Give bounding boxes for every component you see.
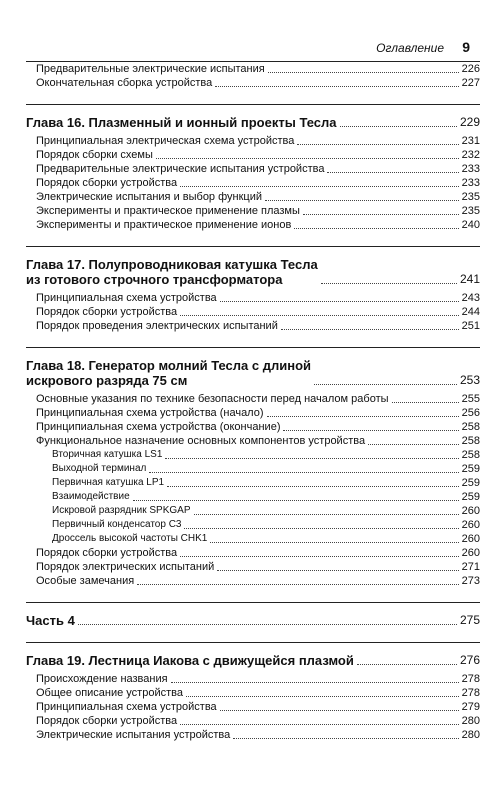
toc-row-title: Эксперименты и практическое применение ионов <box>36 219 292 231</box>
toc-chapter <box>26 602 480 628</box>
toc-row-title: Принципиальная схема устройства (начало) <box>36 407 264 419</box>
toc-row-title: Порядок электрических испытаний <box>36 561 215 573</box>
dot-leader <box>133 500 459 501</box>
chapter-heading <box>26 642 480 668</box>
dot-leader <box>180 724 459 725</box>
toc-row-title: Принципиальная электрическая схема устройства <box>36 135 295 147</box>
toc-row-title: Порядок сборки схемы <box>36 149 153 161</box>
toc-row-page: 251 <box>461 320 480 332</box>
toc-row-title: Вторичная катушка LS1 <box>52 449 163 460</box>
toc-row-title: Функциональное назначение основных компонентов устройства <box>36 435 366 447</box>
chapter-title <box>26 257 318 287</box>
toc-chapter <box>26 104 480 232</box>
toc-row <box>26 291 480 305</box>
dot-leader <box>167 486 459 487</box>
toc-row-title: Первичная катушка LP1 <box>52 477 165 488</box>
toc-row <box>26 420 480 434</box>
toc-row-page: 259 <box>461 477 480 489</box>
dot-leader <box>180 186 459 187</box>
toc-row-title: Первичный конденсатор C3 <box>52 519 182 530</box>
dot-leader <box>137 584 458 585</box>
toc-row <box>26 392 480 406</box>
chapter-title-line: искрового разряда 75 см <box>26 373 188 388</box>
toc-chapters <box>26 104 480 742</box>
chapter-page: 253 <box>459 373 480 387</box>
toc-row-title: Принципиальная схема устройства (окончание) <box>36 421 281 433</box>
toc-row-page: 260 <box>461 519 480 531</box>
dot-leader <box>180 556 459 557</box>
toc-row-page: 240 <box>461 219 480 231</box>
toc-row <box>26 319 480 333</box>
dot-leader <box>283 430 458 431</box>
toc-row <box>26 700 480 714</box>
dot-leader <box>171 682 459 683</box>
chapter-page: 229 <box>459 115 480 129</box>
toc-row-page: 226 <box>461 63 480 75</box>
dot-leader <box>156 158 459 159</box>
dot-leader <box>303 214 459 215</box>
dot-leader <box>217 570 458 571</box>
header-title: Оглавление <box>376 41 444 55</box>
toc-row-page: 231 <box>461 135 480 147</box>
dot-leader <box>186 696 459 697</box>
chapter-title <box>26 613 75 628</box>
dot-leader <box>215 86 458 87</box>
toc-row <box>26 434 480 448</box>
running-header <box>26 38 480 62</box>
toc-row-title: Принципиальная схема устройства <box>36 701 217 713</box>
toc-row-page: 260 <box>461 505 480 517</box>
toc-subrow <box>26 476 480 490</box>
dot-leader <box>194 514 459 515</box>
toc-row-title: Особые замечания <box>36 575 135 587</box>
toc-row-title: Предварительные электрические испытания устройства <box>36 163 325 175</box>
toc-subrow <box>26 518 480 532</box>
toc-subrow <box>26 462 480 476</box>
toc-row-page: 243 <box>461 292 480 304</box>
chapter-heading <box>26 246 480 287</box>
chapter-heading <box>26 347 480 388</box>
toc-row-page: 227 <box>461 77 480 89</box>
toc-row <box>26 672 480 686</box>
toc-row-page: 258 <box>461 421 480 433</box>
dot-leader <box>184 528 458 529</box>
toc-row-page: 280 <box>461 729 480 741</box>
dot-leader <box>210 542 458 543</box>
toc-row-title: Порядок проведения электрических испытаний <box>36 320 278 332</box>
toc-row-title: Электрические испытания устройства <box>36 729 231 741</box>
dot-leader <box>149 472 458 473</box>
dot-leader <box>392 402 459 403</box>
dot-leader <box>265 200 459 201</box>
dot-leader <box>78 624 457 625</box>
toc-chapter <box>26 347 480 588</box>
chapter-title-line: Глава 18. Генератор молний Тесла с длиной <box>26 358 312 373</box>
chapter-page: 276 <box>459 653 480 667</box>
chapter-title <box>26 653 354 668</box>
toc-subrow <box>26 504 480 518</box>
dot-leader <box>267 416 459 417</box>
dot-leader <box>180 315 459 316</box>
toc-row-page: 278 <box>461 673 480 685</box>
toc-row-page: 279 <box>461 701 480 713</box>
toc-row-page: 256 <box>461 407 480 419</box>
dot-leader <box>368 444 459 445</box>
chapter-title-line: Глава 16. Плазменный и ионный проекты Тесла <box>26 115 337 130</box>
toc-row <box>26 134 480 148</box>
toc-row <box>26 176 480 190</box>
toc-row-page: 258 <box>461 435 480 447</box>
toc-subrow <box>26 448 480 462</box>
chapter-title-line: Глава 19. Лестница Иакова с движущейся плазмой <box>26 653 354 668</box>
toc-row-page: 280 <box>461 715 480 727</box>
toc-row-title: Дроссель высокой частоты CHK1 <box>52 533 208 544</box>
toc-row-title: Выходной терминал <box>52 463 147 474</box>
toc-row-title: Электрические испытания и выбор функций <box>36 191 263 203</box>
toc-row-page: 271 <box>461 561 480 573</box>
toc-row-title: Эксперименты и практическое применение плазмы <box>36 205 300 217</box>
dot-leader <box>165 458 458 459</box>
toc-row-page: 273 <box>461 575 480 587</box>
toc-row-page: 260 <box>461 547 480 559</box>
toc-row-page: 233 <box>461 177 480 189</box>
table-of-contents <box>26 62 480 742</box>
toc-row-page: 259 <box>461 463 480 475</box>
toc-row <box>26 76 480 90</box>
toc-row-title: Общее описание устройства <box>36 687 183 699</box>
toc-row <box>26 728 480 742</box>
toc-row-title: Порядок сборки устройства <box>36 715 178 727</box>
toc-row-page: 232 <box>461 149 480 161</box>
toc-row-title: Порядок сборки устройства <box>36 306 178 318</box>
chapter-title-line: из готового строчного трансформатора <box>26 272 283 287</box>
chapter-heading <box>26 104 480 130</box>
toc-row <box>26 190 480 204</box>
toc-row <box>26 162 480 176</box>
chapter-title-line: Глава 17. Полупроводниковая катушка Тесла <box>26 257 318 272</box>
toc-row-title: Принципиальная схема устройства <box>36 292 217 304</box>
chapter-page: 241 <box>459 272 480 286</box>
dot-leader <box>220 301 459 302</box>
toc-row-page: 259 <box>461 491 480 503</box>
toc-row <box>26 574 480 588</box>
chapter-heading <box>26 602 480 628</box>
toc-row <box>26 62 480 76</box>
toc-row-page: 258 <box>461 449 480 461</box>
dot-leader <box>357 664 457 665</box>
toc-row-title: Происхождение названия <box>36 673 168 685</box>
dot-leader <box>294 228 458 229</box>
toc-row-title: Окончательная сборка устройства <box>36 77 213 89</box>
dot-leader <box>327 172 458 173</box>
dot-leader <box>281 329 459 330</box>
toc-row-title: Взаимодействие <box>52 491 130 502</box>
toc-row-title: Порядок сборки устройства <box>36 177 178 189</box>
toc-top-rows <box>26 62 480 90</box>
header-page-number: 9 <box>462 39 470 55</box>
toc-row <box>26 204 480 218</box>
toc-row-page: 255 <box>461 393 480 405</box>
toc-chapter <box>26 246 480 333</box>
chapter-title <box>26 358 311 388</box>
toc-row <box>26 560 480 574</box>
toc-row <box>26 546 480 560</box>
toc-row <box>26 406 480 420</box>
toc-row <box>26 686 480 700</box>
chapter-title <box>26 115 337 130</box>
toc-row-page: 233 <box>461 163 480 175</box>
dot-leader <box>314 384 457 385</box>
toc-row-title: Искровой разрядник SPKGAP <box>52 505 191 516</box>
chapter-page: 275 <box>459 613 480 627</box>
toc-row-page: 235 <box>461 205 480 217</box>
toc-row-title: Основные указания по технике безопасности перед началом работы <box>36 393 389 405</box>
toc-row <box>26 305 480 319</box>
toc-row-page: 278 <box>461 687 480 699</box>
toc-subrow <box>26 490 480 504</box>
toc-chapter <box>26 642 480 742</box>
dot-leader <box>340 126 457 127</box>
chapter-title-line: Часть 4 <box>26 613 75 628</box>
toc-row-title: Предварительные электрические испытания <box>36 63 265 75</box>
dot-leader <box>297 144 458 145</box>
toc-row <box>26 714 480 728</box>
toc-subrow <box>26 532 480 546</box>
dot-leader <box>220 710 459 711</box>
toc-row-page: 244 <box>461 306 480 318</box>
toc-row-page: 260 <box>461 533 480 545</box>
toc-row <box>26 218 480 232</box>
toc-row-title: Порядок сборки устройства <box>36 547 178 559</box>
dot-leader <box>268 72 459 73</box>
dot-leader <box>233 738 458 739</box>
toc-row-page: 235 <box>461 191 480 203</box>
toc-row <box>26 148 480 162</box>
dot-leader <box>321 283 457 284</box>
